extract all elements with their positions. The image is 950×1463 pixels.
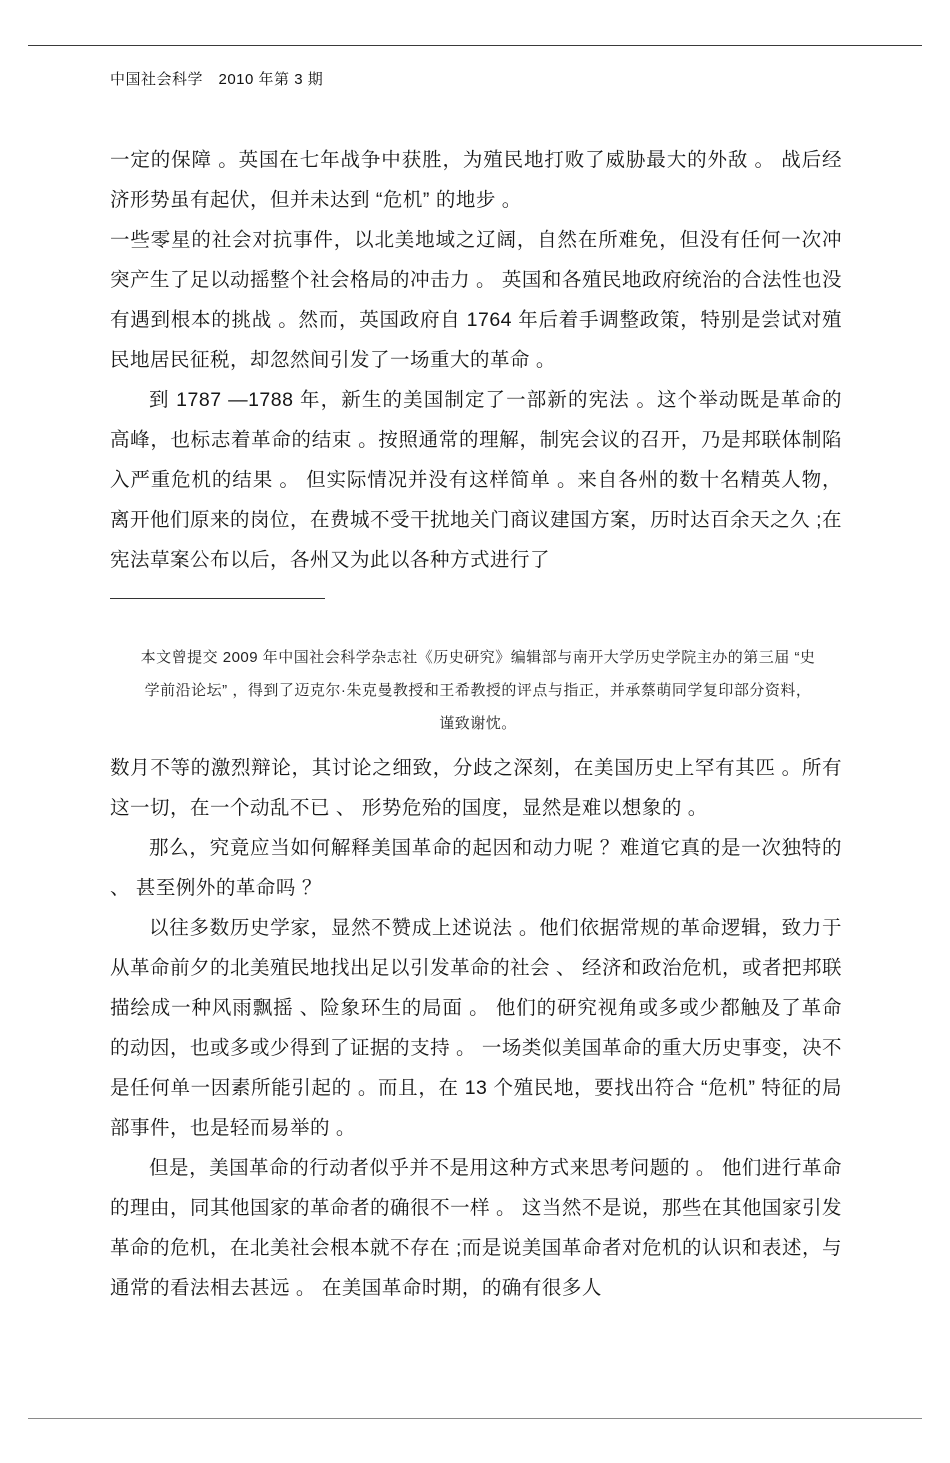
journal-header: 中国社会科学 2010 年第 3 期 xyxy=(110,71,324,88)
body-paragraph: 但是，美国革命的行动者似乎并不是用这种方式来思考问题的 。 他们进行革命的理由，同其他国家的革命者的确很不一样 。 这当然不是说，那些在其他国家引发革命的危机，在北美社会根本就不存在 ;而是说美国革命者对危机的认识和表述，与通常的看法相去甚远 。 在美国革命时期，的确有很多人 xyxy=(110,1157,842,1299)
page-content xyxy=(110,140,842,1308)
body-paragraph: 一定的保障 。英国在七年战争中获胜，为殖民地打败了威胁最大的外敌 。 战后经济形势虽有起伏，但并未达到 “危机” 的地步 。 xyxy=(110,149,842,211)
body-paragraph: 一些零星的社会对抗事件，以北美地域之辽阔，自然在所难免，但没有任何一次冲突产生了足以动摇整个社会格局的冲击力 。 英国和各殖民地政府统治的合法性也没有遇到根本的挑战 。然而，英国政府自 1764 年后着手调整政策，特别是尝试对殖民地居民征税，却忽然间引发了一场重大的革命 。 xyxy=(110,229,842,371)
body-continuation xyxy=(110,748,842,1308)
body-paragraph: 数月不等的激烈辩论，其讨论之细致，分歧之深刻，在美国历史上罕有其匹 。所有这一切，在一个动乱不已 、 形势危殆的国度，显然是难以想象的 。 xyxy=(110,757,842,819)
bottom-rule xyxy=(28,1418,922,1419)
top-rule xyxy=(28,45,922,46)
footnote-separator xyxy=(110,598,325,599)
body-paragraph: 那么，究竟应当如何解释美国革命的起因和动力呢 ？难道它真的是一次独特的 、 甚至例外的革命吗 ？ xyxy=(110,837,842,899)
footnote-text: 本文曾提交 2009 年中国社会科学杂志社《历史研究》编辑部与南开大学历史学院主办的第三届 “史学前沿论坛” ，得到了迈克尔·朱克曼教授和王希教授的评点与指正，并承蔡萌同学复印部分资料，谨致谢忱。 xyxy=(140,649,816,732)
body-paragraph: 到 1787 —1788 年，新生的美国制定了一部新的宪法 。这个举动既是革命的高峰，也标志着革命的结束 。按照通常的理解，制宪会议的召开，乃是邦联体制陷入严重危机的结果 。 但实际情况并没有这样简单 。来自各州的数十名精英人物，离开他们原来的岗位，在费城不受干扰地关门商议建国方案，历时达百余天之久 ;在宪法草案公布以后，各州又为此以各种方式进行了 xyxy=(110,389,842,571)
body-paragraph: 以往多数历史学家，显然不赞成上述说法 。他们依据常规的革命逻辑，致力于从革命前夕的北美殖民地找出足以引发革命的社会 、 经济和政治危机，或者把邦联描绘成一种风雨飘摇 、险象环生的局面 。 他们的研究视角或多或少都触及了革命的动因，也或多或少得到了证据的支持 。 一场类似美国革命的重大历史事变，决不是任何单一因素所能引起的 。而且，在 13 个殖民地，要找出符合 “危机” 特征的局部事件，也是轻而易举的 。 xyxy=(110,917,842,1139)
